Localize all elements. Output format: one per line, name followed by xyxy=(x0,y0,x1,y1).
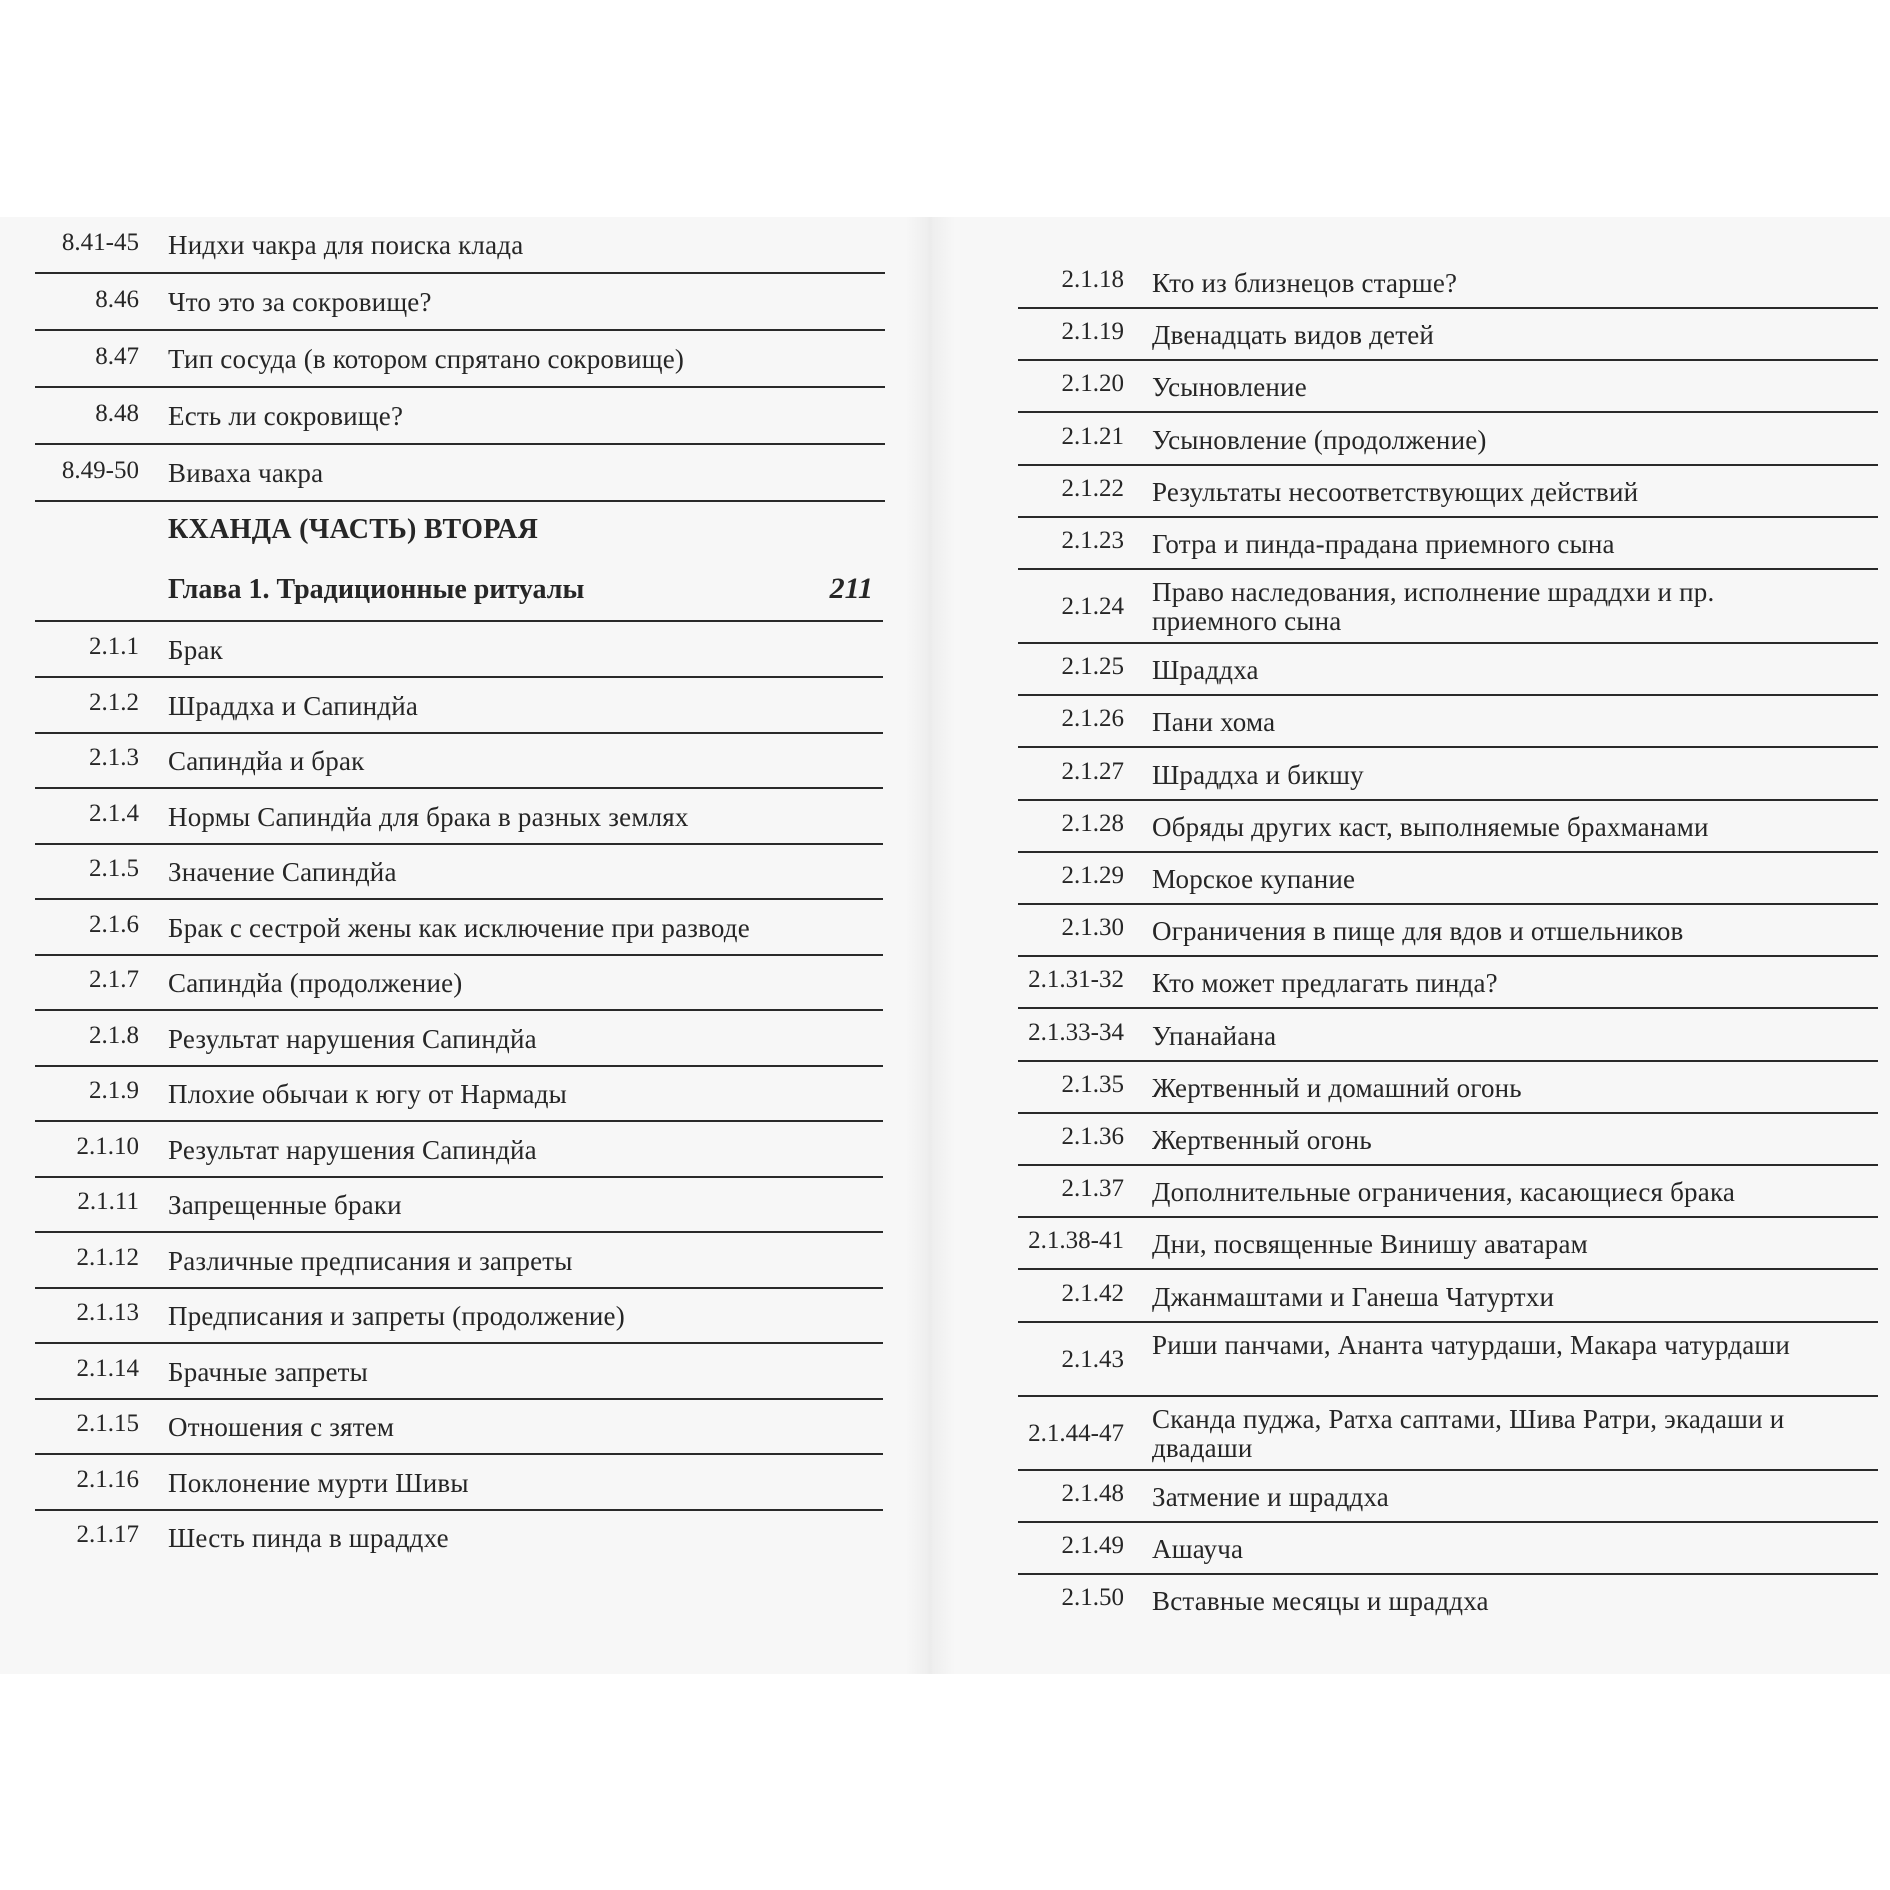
toc-entry-title: Значение Сапиндйа xyxy=(168,857,397,887)
toc-entry xyxy=(1018,801,1878,853)
toc-entry-number: 2.1.29 xyxy=(1061,862,1124,889)
toc-entry xyxy=(35,622,883,678)
toc-entry-title: Пани хома xyxy=(1152,707,1276,737)
toc-entry-title: Сапиндйа и брак xyxy=(168,746,365,776)
toc-entry-title: Предписания и запреты (продолжение) xyxy=(168,1301,625,1331)
toc-entry-number: 2.1.42 xyxy=(1061,1280,1124,1307)
toc-entry-title: Есть ли сокровище? xyxy=(168,401,404,431)
toc-entry-number: 2.1.6 xyxy=(89,911,139,938)
toc-entry-number: 8.48 xyxy=(95,400,139,427)
toc-entry xyxy=(1018,1575,1878,1627)
toc-entry-title: Шраддха и бикшу xyxy=(1152,760,1364,790)
toc-entry-title: Плохие обычаи к югу от Нармады xyxy=(168,1079,568,1109)
toc-entry-title: Сканда пуджа, Ратха саптами, Шива Ратри, экадаши и двадаши xyxy=(1152,1404,1785,1463)
toc-entry-title: Упанайана xyxy=(1152,1021,1277,1051)
toc-entry-title: Запрещенные браки xyxy=(168,1190,402,1220)
toc-entry-number: 2.1.36 xyxy=(1061,1123,1124,1150)
toc-entry-number: 2.1.11 xyxy=(77,1188,139,1215)
toc-entry xyxy=(35,1344,883,1400)
toc-entry-title: Отношения с зятем xyxy=(168,1412,395,1442)
toc-entry-title: Нормы Сапиндйа для брака в разных землях xyxy=(168,802,689,832)
toc-entry xyxy=(35,844,883,900)
toc-entry-number: 2.1.48 xyxy=(1061,1480,1124,1507)
toc-entry xyxy=(35,1177,883,1233)
toc-entry-number: 2.1.33-34 xyxy=(1028,1019,1124,1046)
toc-entry-number: 2.1.27 xyxy=(1061,758,1124,785)
toc-entry-number: 2.1.23 xyxy=(1061,527,1124,554)
toc-entry-number: 2.1.15 xyxy=(76,1410,139,1437)
toc-entry-number: 8.49-50 xyxy=(61,457,139,484)
toc-entry-number: 2.1.20 xyxy=(1061,370,1124,397)
toc-entry-number: 2.1.25 xyxy=(1061,653,1124,680)
toc-entry-title: Жертвенный огонь xyxy=(1152,1125,1372,1155)
toc-entry xyxy=(1018,361,1878,413)
toc-entry-number: 2.1.38-41 xyxy=(1028,1227,1124,1254)
toc-entry xyxy=(35,733,883,789)
toc-entry-number: 2.1.28 xyxy=(1061,810,1124,837)
toc-entry-title: Риши панчами, Ананта чатурдаши, Макара чатурдаши xyxy=(1152,1330,1791,1360)
toc-entry-title: Затмение и шраддха xyxy=(1152,1482,1389,1512)
toc-entry xyxy=(35,1233,883,1289)
toc-entry-title: Виваха чакра xyxy=(168,458,324,488)
toc-entry xyxy=(35,1510,883,1566)
toc-entry-title: Усыновление xyxy=(1152,372,1307,402)
toc-entry xyxy=(35,274,885,331)
toc-entry-number: 2.1.37 xyxy=(1061,1175,1124,1202)
right-page xyxy=(930,217,1890,1674)
toc-entry-title: Шраддха и Сапиндйа xyxy=(168,691,419,721)
toc-entry xyxy=(1018,957,1878,1009)
toc-entry-number: 2.1.43 xyxy=(1061,1346,1124,1373)
toc-entry-title: Обряды других каст, выполняемые брахманами xyxy=(1152,812,1709,842)
toc-entry xyxy=(35,1399,883,1455)
toc-entry xyxy=(1018,1471,1878,1523)
book-spread xyxy=(0,217,1890,1674)
toc-entry xyxy=(35,955,883,1011)
toc-entry-number: 2.1.44-47 xyxy=(1028,1420,1124,1447)
chapter-heading xyxy=(35,564,883,622)
toc-entry-number: 2.1.31-32 xyxy=(1028,966,1124,993)
toc-entry-title: Шесть пинда в шраддхе xyxy=(168,1523,449,1553)
toc-entry xyxy=(1018,644,1878,696)
toc-entry xyxy=(35,1455,883,1511)
chapter-page-number: 211 xyxy=(829,572,873,605)
toc-entry-number: 8.41-45 xyxy=(61,229,139,256)
toc-entry-number: 2.1.5 xyxy=(89,855,139,882)
toc-entry-title: Усыновление (продолжение) xyxy=(1152,425,1487,455)
toc-entry-number: 2.1.1 xyxy=(89,633,139,660)
toc-entry-title: Сапиндйа (продолжение) xyxy=(168,968,463,998)
toc-entry xyxy=(1018,1271,1878,1323)
toc-entry-title: Вставные месяцы и шраддха xyxy=(1152,1586,1489,1616)
toc-entry xyxy=(1018,905,1878,957)
toc-entry-title: Брак xyxy=(168,635,223,665)
toc-entry xyxy=(1018,1323,1878,1397)
toc-entry xyxy=(1018,1062,1878,1114)
toc-entry xyxy=(1018,1166,1878,1218)
toc-entry xyxy=(35,1066,883,1122)
toc-entry-number: 2.1.10 xyxy=(76,1133,139,1160)
toc-entry-number: 8.47 xyxy=(95,343,139,370)
toc-entry xyxy=(1018,1218,1878,1270)
toc-entry xyxy=(35,1288,883,1344)
toc-entry-title: Ограничения в пище для вдов и отшельников xyxy=(1152,916,1684,946)
toc-entry-title: Морское купание xyxy=(1152,864,1356,894)
toc-entry xyxy=(35,388,885,445)
toc-entry-number: 2.1.16 xyxy=(76,1466,139,1493)
toc-entry-title: Двенадцать видов детей xyxy=(1152,320,1435,350)
toc-entry xyxy=(35,678,883,734)
toc-entry-number: 2.1.14 xyxy=(76,1355,139,1382)
toc-entry xyxy=(1018,696,1878,748)
toc-entry-title: Тип сосуда (в котором спрятано сокровище) xyxy=(168,344,685,374)
toc-entry-title: Результат нарушения Сапиндйа xyxy=(168,1024,537,1054)
toc-entry-title: Поклонение мурти Шивы xyxy=(168,1468,469,1498)
toc-entry-title: Жертвенный и домашний огонь xyxy=(1152,1073,1522,1103)
toc-entry-number: 8.46 xyxy=(95,286,139,313)
part-heading-text: КХАНДА (ЧАСТЬ) ВТОРАЯ xyxy=(168,514,539,545)
toc-entry-title: Нидхи чакра для поиска клада xyxy=(168,230,524,260)
toc-entry-title: Дополнительные ограничения, касающиеся брака xyxy=(1152,1177,1736,1207)
toc-entry xyxy=(1018,414,1878,466)
toc-entry-number: 2.1.30 xyxy=(1061,914,1124,941)
toc-entry-number: 2.1.7 xyxy=(89,966,139,993)
toc-entry-title: Кто может предлагать пинда? xyxy=(1152,968,1498,998)
toc-entry-number: 2.1.13 xyxy=(76,1299,139,1326)
toc-entry-number: 2.1.3 xyxy=(89,744,139,771)
toc-entry xyxy=(1018,309,1878,361)
toc-entry xyxy=(1018,1010,1878,1062)
toc-entry-title: Различные предписания и запреты xyxy=(168,1246,573,1276)
toc-entry xyxy=(1018,466,1878,518)
toc-entry-title: Брачные запреты xyxy=(168,1357,368,1387)
toc-entry xyxy=(35,217,885,274)
chapter-title: Глава 1. Традиционные ритуалы xyxy=(168,574,585,605)
toc-entry-title: Джанмаштами и Ганеша Чатуртхи xyxy=(1152,1282,1555,1312)
toc-entry-number: 2.1.49 xyxy=(1061,1532,1124,1559)
toc-entry xyxy=(1018,853,1878,905)
toc-entry-title: Право наследования, исполнение шраддхи и пр. приемного сына xyxy=(1152,577,1715,636)
toc-entry-title: Шраддха xyxy=(1152,655,1259,685)
toc-entry-number: 2.1.8 xyxy=(89,1022,139,1049)
toc-entry-number: 2.1.9 xyxy=(89,1077,139,1104)
toc-entry xyxy=(1018,257,1878,309)
toc-entry xyxy=(35,789,883,845)
toc-entry-title: Кто из близнецов старше? xyxy=(1152,268,1458,298)
toc-entry xyxy=(35,900,883,956)
toc-entry xyxy=(35,331,885,388)
toc-entry-title: Готра и пинда-прадана приемного сына xyxy=(1152,529,1615,559)
toc-entry-number: 2.1.19 xyxy=(1061,318,1124,345)
toc-entry xyxy=(1018,570,1878,644)
toc-entry-number: 2.1.26 xyxy=(1061,705,1124,732)
part-heading xyxy=(35,514,885,564)
toc-entry-number: 2.1.2 xyxy=(89,689,139,716)
toc-entry xyxy=(35,1011,883,1067)
toc-entry-number: 2.1.24 xyxy=(1061,593,1124,620)
toc-entry-number: 2.1.50 xyxy=(1061,1584,1124,1611)
toc-entry xyxy=(1018,1114,1878,1166)
toc-entry xyxy=(35,1122,883,1178)
toc-entry-title: Брак с сестрой жены как исключение при разводе xyxy=(168,913,750,943)
toc-entry xyxy=(1018,1397,1878,1471)
toc-entry-title: Результат нарушения Сапиндйа xyxy=(168,1135,537,1165)
left-page xyxy=(0,217,930,1674)
toc-entry xyxy=(35,445,885,502)
toc-entry-number: 2.1.17 xyxy=(76,1521,139,1548)
toc-entry-number: 2.1.22 xyxy=(1061,475,1124,502)
toc-entry xyxy=(1018,518,1878,570)
toc-entry-number: 2.1.35 xyxy=(1061,1071,1124,1098)
toc-entry-title: Ашауча xyxy=(1152,1534,1244,1564)
toc-entry-number: 2.1.4 xyxy=(89,800,139,827)
toc-entry xyxy=(1018,749,1878,801)
toc-entry-title: Дни, посвященные Винишу аватарам xyxy=(1152,1229,1588,1259)
toc-entry-title: Что это за сокровище? xyxy=(168,287,432,317)
toc-entry-title: Результаты несоответствующих действий xyxy=(1152,477,1639,507)
toc-entry xyxy=(1018,1523,1878,1575)
toc-entry-number: 2.1.18 xyxy=(1061,266,1124,293)
toc-entry-number: 2.1.12 xyxy=(76,1244,139,1271)
toc-entry-number: 2.1.21 xyxy=(1061,423,1124,450)
